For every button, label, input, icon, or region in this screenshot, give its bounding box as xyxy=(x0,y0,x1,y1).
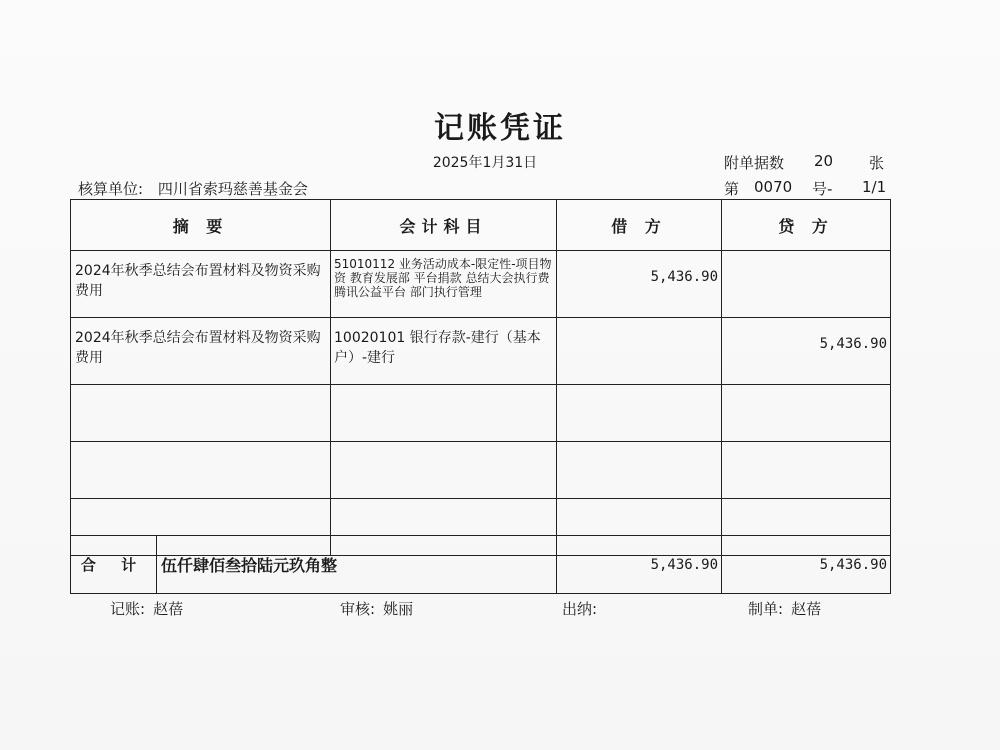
empty-cell xyxy=(722,385,891,442)
preparer-name: 赵蓓 xyxy=(791,600,822,618)
header-debit: 借 方 xyxy=(557,200,722,251)
total-table xyxy=(70,535,891,594)
voucher-prefix: 第 xyxy=(724,180,740,198)
bookkeeper-name: 赵蓓 xyxy=(153,600,184,618)
row-credit: 5,436.90 xyxy=(722,318,891,385)
reviewer-label: 审核: xyxy=(340,600,376,618)
header-account: 会计科目 xyxy=(331,200,557,251)
empty-cell xyxy=(331,442,557,499)
total-credit: 5,436.90 xyxy=(722,536,891,594)
row-account: 10020101 银行存款-建行（基本户）-建行 xyxy=(331,318,557,385)
cashier-label: 出纳: xyxy=(562,600,598,618)
entries-table xyxy=(70,199,891,556)
empty-cell xyxy=(71,442,331,499)
total-row xyxy=(71,536,891,594)
row-credit xyxy=(722,251,891,318)
empty-cell xyxy=(722,442,891,499)
cashier-sign xyxy=(562,598,605,619)
row-summary: 2024年秋季总结会布置材料及物资采购费用 xyxy=(71,251,331,318)
row-account: 51010112 业务活动成本-限定性-项目物资 教育发展部 平台捐款 总结大会执行费 腾讯公益平台 部门执行管理 xyxy=(331,251,557,318)
header-credit: 贷 方 xyxy=(722,200,891,251)
voucher-date: 2025年1月31日 xyxy=(432,155,538,171)
empty-cell xyxy=(557,442,722,499)
voucher-page: 1/1 xyxy=(862,178,887,196)
preparer-label: 制单: xyxy=(748,600,784,618)
accounting-unit-value: 四川省索玛慈善基金会 xyxy=(157,180,308,198)
voucher-number-value: 0070 xyxy=(754,178,793,196)
reviewer-sign xyxy=(340,598,413,619)
accounting-unit-label: 核算单位: xyxy=(78,180,144,198)
attachment-label: 附单据数 xyxy=(724,154,785,172)
total-label: 合 计 xyxy=(71,536,157,594)
preparer-sign xyxy=(748,598,821,619)
total-debit: 5,436.90 xyxy=(557,536,722,594)
voucher-suffix: 号- xyxy=(812,180,833,198)
row-summary: 2024年秋季总结会布置材料及物资采购费用 xyxy=(71,318,331,385)
table-row xyxy=(71,251,891,318)
empty-cell xyxy=(331,385,557,442)
empty-row xyxy=(71,442,891,499)
attachment-unit: 张 xyxy=(869,154,885,172)
header-summary: 摘 要 xyxy=(71,200,331,251)
reviewer-name: 姚丽 xyxy=(383,600,414,618)
bookkeeper-sign xyxy=(110,598,183,619)
row-debit: 5,436.90 xyxy=(557,251,722,318)
total-amount-words: 伍仟肆佰叁拾陆元玖角整 xyxy=(157,536,557,594)
attachment-number: 20 xyxy=(814,152,834,170)
row-debit xyxy=(557,318,722,385)
table-header-row xyxy=(71,200,891,251)
accounting-unit xyxy=(78,178,308,199)
empty-cell xyxy=(557,385,722,442)
attachment-count xyxy=(724,152,885,173)
table-row xyxy=(71,318,891,385)
voucher-title: 记账凭证 xyxy=(434,111,566,146)
bookkeeper-label: 记账: xyxy=(110,600,146,618)
empty-row xyxy=(71,385,891,442)
empty-cell xyxy=(71,385,331,442)
